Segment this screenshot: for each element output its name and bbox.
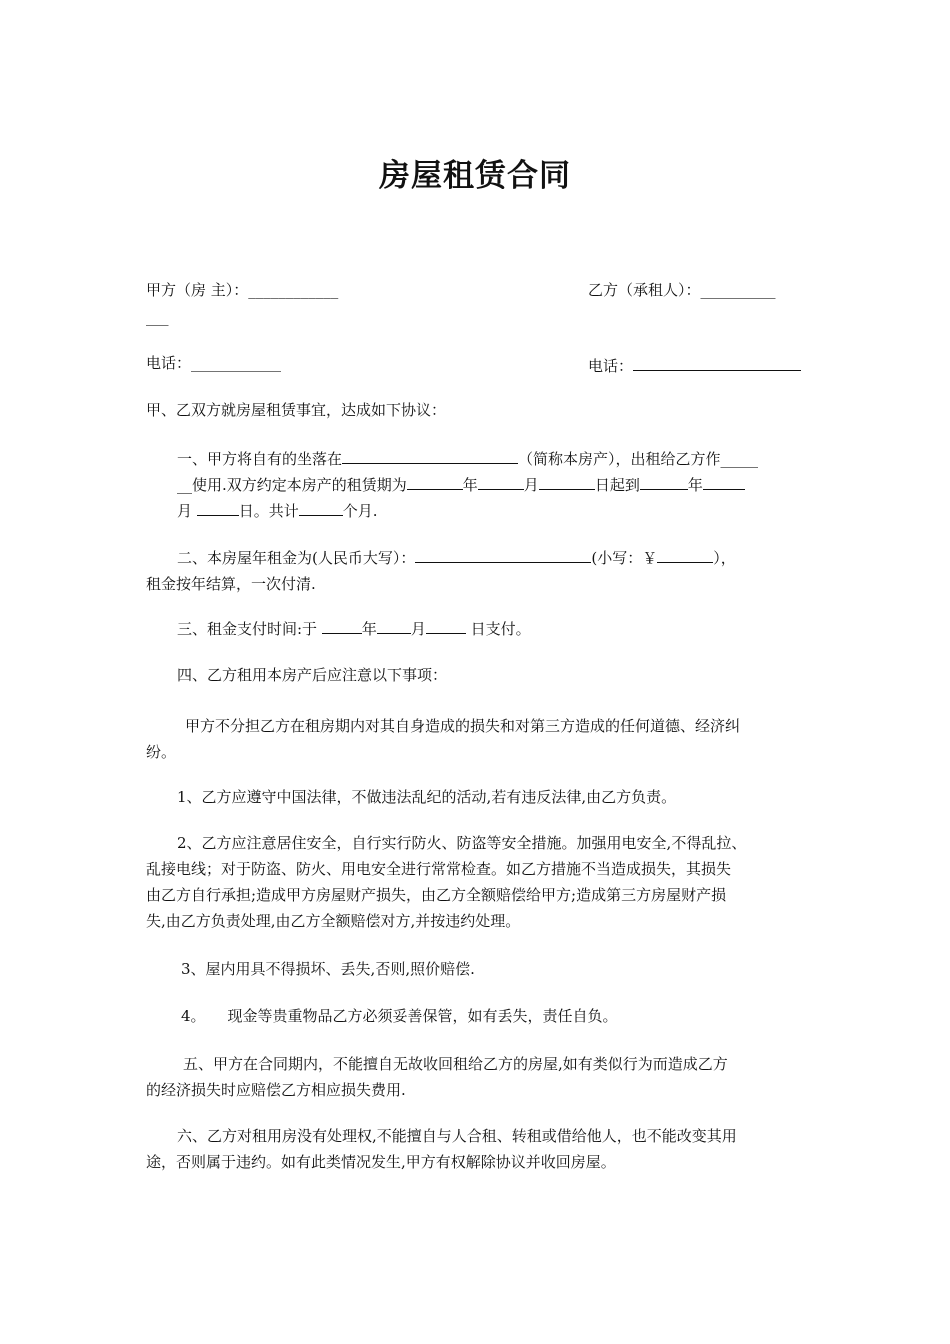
payment-time-label: 三、租金支付时间:于 [177,620,322,638]
phone-a-field[interactable]: ____________ [191,354,282,372]
clause-6-line-2: 途，否则属于违约。如有此类情况发生,甲方有权解除协议并收回房屋。 [146,1153,616,1171]
phone-b-line [588,356,801,374]
party-a-line [146,283,338,298]
start-day-field[interactable] [539,475,595,490]
phone-a-label: 电话： [146,354,192,372]
clause-6-line-1: 六、乙方对租用房没有处理权,不能擅自与人合租、转租或借给他人，也不能改变其用 [177,1127,737,1145]
clause-3 [146,616,810,642]
contract-title: 房屋租赁合同 [379,158,571,194]
party-a-wrap: ___ [146,308,169,326]
start-year-field[interactable] [407,475,463,490]
clause-5 [146,1051,810,1103]
rent-small-label: (小写：￥ [591,549,658,567]
rent-label: 二、本房屋年租金为(人民币大写）： [177,549,416,567]
pay-day-field[interactable] [426,619,466,634]
rent-close: ）， [713,549,736,567]
clause-2-line-2: 租金按年结算，一次付清. [146,575,316,593]
party-a-name-field[interactable]: ____________ [248,281,339,299]
rent-amount-field[interactable] [657,548,713,563]
item-2-line-2: 乱接电线；对于防盗、防火、用电安全进行常常检查。如乙方措施不当造成损失，其损失 [146,860,732,878]
month-label: 月 [523,476,539,494]
rent-uppercase-field[interactable] [415,548,591,563]
end-month-field[interactable] [703,475,745,490]
item-2-line-4: 失,由乙方负责处理,由乙方全额赔偿对方,并按违约处理。 [146,912,521,930]
item-4-text: 现金等贵重物品乙方必须妥善保管，如有丢失，责任自负。 [227,1007,618,1025]
clause-1-text-b: （简称本房产），出租给乙方作 [518,450,721,468]
item-1 [146,784,810,810]
end-day-field[interactable] [197,501,239,516]
pay-year-label: 年 [361,620,377,638]
clause-4-text: 四、乙方租用本房产后应注意以下事项： [177,666,448,684]
clause-4 [146,662,810,688]
months-label: 个月. [342,502,378,520]
disclaimer-line-1: 甲方不分担乙方在租房期内对其自身造成的损失和对第三方造成的任何道德、经济纠 [185,717,741,735]
item-4 [146,1003,810,1029]
end-month-label: 月 [177,502,197,520]
total-label: 日。共计 [238,502,299,520]
usage-field[interactable]: _____ [720,450,759,468]
year-label: 年 [462,476,478,494]
item-2-line-1: 2、乙方应注意居住安全，自行实行防火、防盗等安全措施。加强用电安全,不得乱拉、 [177,834,747,852]
intro-text: 甲、乙双方就房屋租赁事宜，达成如下协议： [146,401,447,419]
address-field[interactable] [342,449,518,464]
clause-2 [146,545,810,597]
pay-year-field[interactable] [322,619,362,634]
clause-6 [146,1123,810,1175]
item-1-text: 1、乙方应遵守中国法律，不做违法乱纪的活动,若有违反法律,由乙方负责。 [177,788,677,806]
clause-1 [146,446,810,524]
item-2 [146,830,810,934]
party-b-label: 乙方（承租人）： [588,281,701,299]
disclaimer-line-2: 纷。 [146,743,177,761]
pay-day-label: 日支付。 [465,620,531,638]
clause-1-text-a: 一、甲方将自有的坐落在 [177,450,343,468]
item-3 [146,956,810,982]
party-b-name-field[interactable]: __________ [700,281,776,299]
end-year-field[interactable] [640,475,688,490]
item-4-number: 4。 [181,1007,206,1025]
clause-5-line-2: 的经济损失时应赔偿乙方相应损失费用. [146,1081,406,1099]
day-to-label: 日起到 [594,476,640,494]
end-year-label: 年 [687,476,703,494]
pay-month-field[interactable] [377,619,411,634]
item-3-text: 3、屋内用具不得损坏、丢失,否则,照价赔偿. [181,960,475,978]
disclaimer [146,713,810,765]
phone-b-field[interactable] [633,356,801,371]
pay-month-label: 月 [410,620,426,638]
clause-5-line-1: 五、甲方在合同期内，不能擅自无故收回租给乙方的房屋,如有类似行为而造成乙方 [183,1055,728,1073]
party-a-label: 甲方（房 主）： [146,281,249,299]
item-2-line-3: 由乙方自行承担;造成甲方房屋财产损失，由乙方全额赔偿给甲方;造成第三方房屋财产损 [146,886,727,904]
phone-a-line [146,356,281,371]
party-b-line [588,283,776,298]
total-months-field[interactable] [299,501,343,516]
phone-b-label: 电话： [588,357,634,375]
start-month-field[interactable] [478,475,524,490]
clause-1-text-c: __使用.双方约定本房产的租赁期为 [177,476,407,494]
